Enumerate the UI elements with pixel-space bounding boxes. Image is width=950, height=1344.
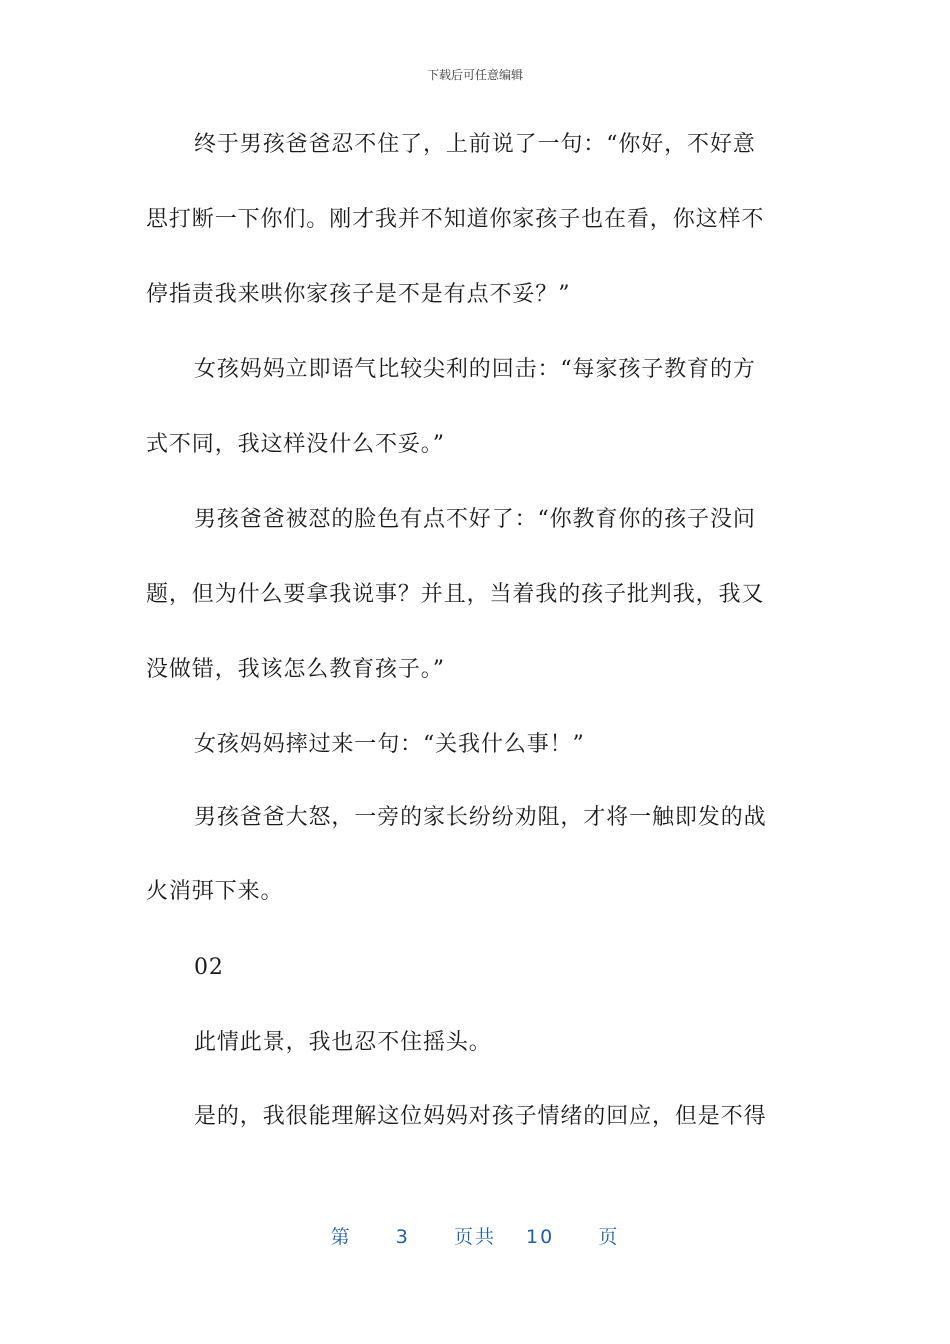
text-line: 女孩妈妈立即语气比较尖利的回击：“每家孩子教育的方 <box>194 357 756 382</box>
footer-suffix: 页 <box>598 1226 620 1248</box>
text-line: 没做错，我该怎么教育孩子。” <box>146 657 445 682</box>
total-page-count: 10 <box>526 1226 555 1248</box>
text-line: 是的，我很能理解这位妈妈对孩子情绪的回应，但是不得 <box>194 1104 767 1129</box>
footer-prefix: 第 <box>330 1226 352 1248</box>
text-line: 题，但为什么要拿我说事？并且，当着我的孩子批判我，我又 <box>146 582 765 607</box>
section-number: 02 <box>194 955 224 980</box>
text-line: 式不同，我这样没什么不妥。” <box>146 432 445 457</box>
text-line: 火消弭下来。 <box>146 879 284 904</box>
text-line: 停指责我来哄你家孩子是不是有点不妥？” <box>146 282 571 307</box>
text-line: 终于男孩爸爸忍不住了，上前说了一句：“你好，不好意 <box>194 132 756 157</box>
page-footer <box>0 1222 950 1249</box>
footer-mid: 页共 <box>453 1226 496 1248</box>
text-line: 男孩爸爸大怒，一旁的家长纷纷劝阻，才将一触即发的战 <box>194 805 767 830</box>
text-line: 此情此景，我也忍不住摇头。 <box>194 1030 492 1055</box>
text-line: 女孩妈妈摔过来一句：“关我什么事！” <box>194 732 585 757</box>
text-line: 思打断一下你们。刚才我并不知道你家孩子也在看，你这样不 <box>146 207 765 232</box>
current-page-number: 3 <box>395 1226 410 1248</box>
text-line: 男孩爸爸被怼的脸色有点不好了：“你教育你的孩子没问 <box>194 507 756 532</box>
page-header: 下载后可任意编辑 <box>426 68 523 82</box>
